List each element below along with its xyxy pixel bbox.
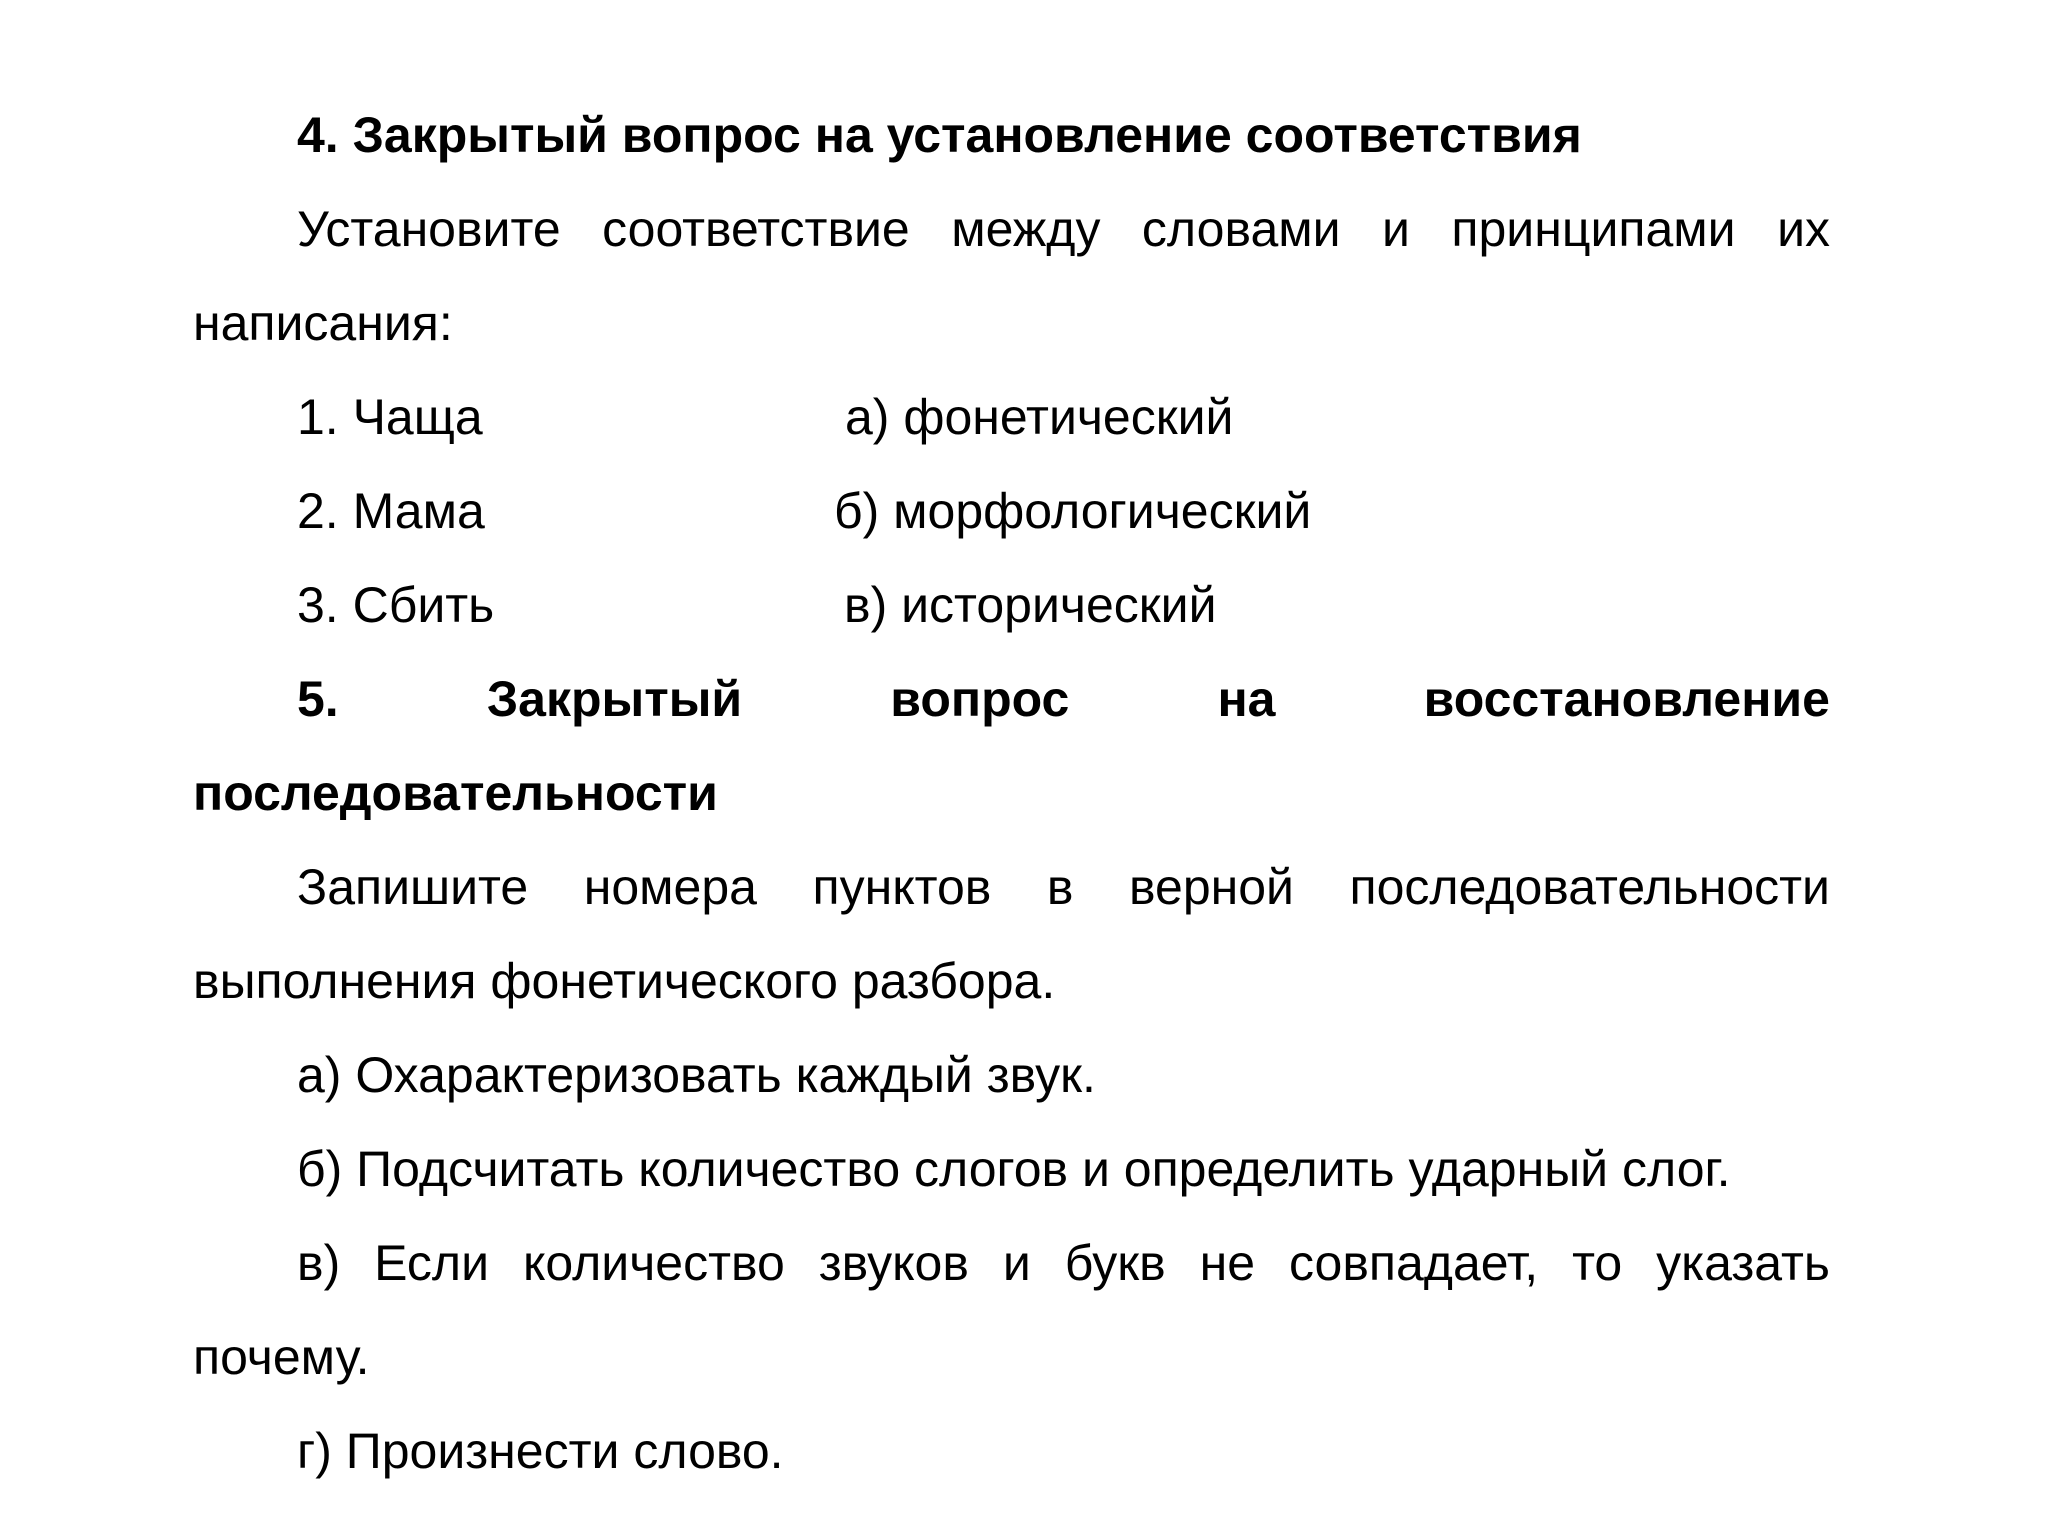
step-word: Если xyxy=(374,1235,490,1291)
instruction-word: верной xyxy=(1129,859,1294,915)
instruction-word: их xyxy=(1777,201,1830,257)
section-4-instruction xyxy=(193,182,1830,276)
pair-principle: в) исторический xyxy=(844,577,1217,633)
section-5-heading xyxy=(193,652,1830,746)
section-4-instruction-tail: написания: xyxy=(193,295,453,351)
instruction-word: пунктов xyxy=(812,859,992,915)
instruction-word: соответствие xyxy=(602,201,910,257)
heading-word: 5. xyxy=(297,671,339,727)
matching-pair-3 xyxy=(193,558,1830,652)
heading-word: вопрос xyxy=(890,671,1070,727)
step-word: звуков xyxy=(818,1235,969,1291)
step-word: совпадает, xyxy=(1288,1235,1539,1291)
pair-word: 3. Сбить xyxy=(297,577,495,633)
instruction-word: и xyxy=(1382,201,1410,257)
section-4-heading: 4. Закрытый вопрос на установление соответствия xyxy=(297,107,1582,163)
step-word: количество xyxy=(522,1235,785,1291)
step-word: и xyxy=(1002,1235,1031,1291)
step-item-c-tail: почему. xyxy=(193,1329,370,1385)
heading-word: восстановление xyxy=(1423,671,1830,727)
step-word: указать xyxy=(1656,1235,1830,1291)
step-item-d: г) Произнести слово. xyxy=(297,1423,784,1479)
instruction-word: между xyxy=(951,201,1101,257)
heading-word: на xyxy=(1217,671,1276,727)
pair-principle: б) морфологический xyxy=(834,483,1312,539)
step-item-c xyxy=(193,1216,1830,1310)
matching-pair-1 xyxy=(193,370,1830,464)
step-word: букв xyxy=(1064,1235,1166,1291)
instruction-word: Запишите xyxy=(297,859,529,915)
section-5-instruction xyxy=(193,840,1830,934)
instruction-word: в xyxy=(1046,859,1074,915)
step-word: в) xyxy=(297,1235,341,1291)
section-5-instruction-tail: выполнения фонетического разбора. xyxy=(193,953,1056,1009)
section-5-heading-tail: последовательности xyxy=(193,765,718,821)
instruction-word: номера xyxy=(583,859,757,915)
step-item-b: б) Подсчитать количество слогов и определить ударный слог. xyxy=(297,1141,1731,1197)
step-word: то xyxy=(1572,1235,1623,1291)
instruction-word: Установите xyxy=(297,201,561,257)
pair-word: 1. Чаща xyxy=(297,389,483,445)
instruction-word: принципами xyxy=(1451,201,1736,257)
pair-principle: а) фонетический xyxy=(845,389,1234,445)
instruction-word: словами xyxy=(1141,201,1341,257)
matching-pair-2 xyxy=(193,464,1830,558)
step-item-a: а) Охарактеризовать каждый звук. xyxy=(297,1047,1096,1103)
pair-word: 2. Мама xyxy=(297,483,485,539)
document-page xyxy=(193,88,1830,1498)
instruction-word: последовательности xyxy=(1349,859,1830,915)
step-word: не xyxy=(1199,1235,1256,1291)
heading-word: Закрытый xyxy=(486,671,743,727)
